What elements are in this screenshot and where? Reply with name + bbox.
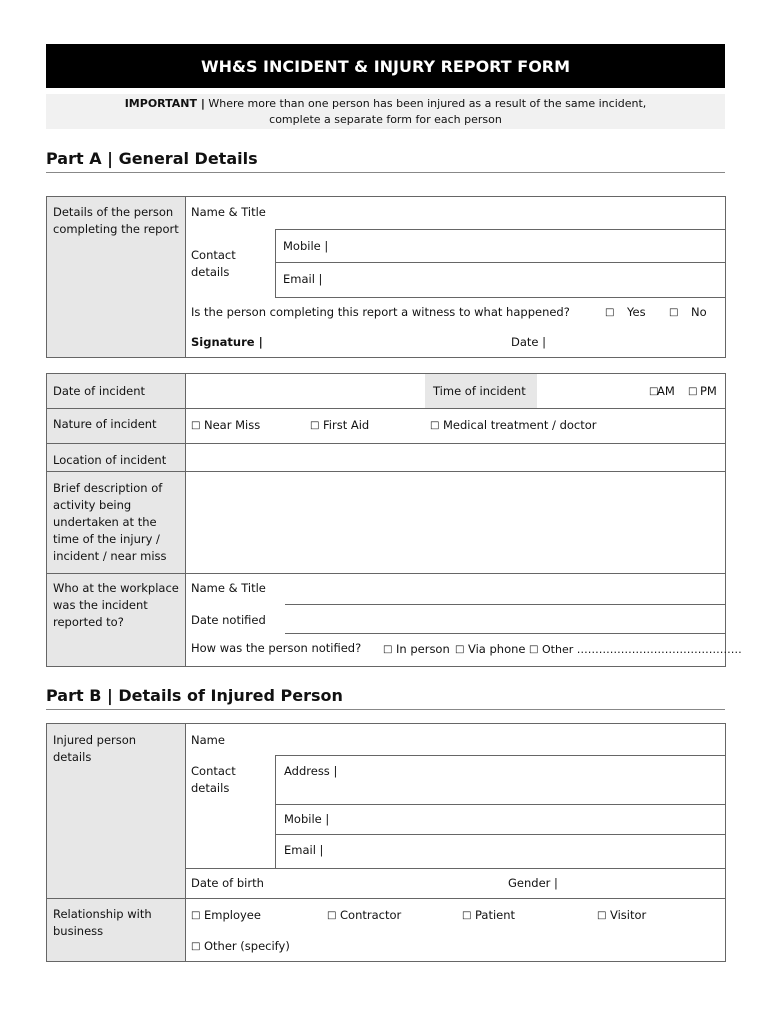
- near-miss-checkbox[interactable]: □: [191, 420, 201, 431]
- dob-label: Date of birth: [191, 876, 264, 890]
- description-label: Brief description of activity being undertaken at the time of the injury / incident / near miss: [53, 481, 167, 563]
- gender-field[interactable]: Gender |: [508, 876, 558, 890]
- divider: [275, 262, 725, 263]
- reporter-date-field[interactable]: Date |: [511, 335, 547, 349]
- reported-to-label: Who at the workplace was the incident reported to?: [53, 581, 179, 629]
- part-a-heading: Part A | General Details: [46, 149, 258, 168]
- important-line1: Where more than one person has been injured as a result of the same incident,: [208, 97, 647, 110]
- divider: [275, 229, 276, 297]
- am-checkbox[interactable]: □: [649, 386, 659, 397]
- injured-address-field[interactable]: Address |: [284, 764, 338, 778]
- divider: [47, 408, 725, 409]
- relationship-label: Relationship with business: [53, 907, 152, 938]
- patient-checkbox[interactable]: □: [462, 910, 472, 921]
- medical-checkbox[interactable]: □: [430, 420, 440, 431]
- divider: [275, 755, 725, 756]
- visitor-checkbox[interactable]: □: [597, 910, 607, 921]
- form-title: WH&S INCIDENT & INJURY REPORT FORM: [46, 44, 725, 88]
- injured-table: [46, 723, 726, 962]
- divider: [185, 197, 186, 357]
- part-b-heading: Part B | Details of Injured Person: [46, 686, 343, 705]
- reporter-table: [46, 196, 726, 358]
- important-label: IMPORTANT |: [124, 97, 205, 110]
- reporter-name-title-label: Name & Title: [191, 205, 266, 219]
- divider: [47, 898, 725, 899]
- witness-yes-checkbox[interactable]: □: [605, 307, 615, 318]
- employee-label: Employee: [204, 908, 261, 922]
- other-notify-label: Other ………………………………………: [542, 643, 742, 656]
- location-label: Location of incident: [53, 453, 167, 467]
- divider: [185, 868, 725, 869]
- pm-label: PM: [700, 384, 717, 398]
- other-relationship-label: Other (specify): [204, 939, 290, 953]
- date-notified-label: Date notified: [191, 613, 266, 627]
- signature-field[interactable]: Signature |: [191, 335, 263, 349]
- in-person-label: In person: [396, 642, 450, 656]
- via-phone-label: Via phone: [468, 642, 526, 656]
- injured-label: Injured person details: [53, 733, 137, 764]
- divider: [275, 804, 725, 805]
- divider: [285, 604, 725, 605]
- contractor-label: Contractor: [340, 908, 402, 922]
- part-a-rule: [46, 172, 725, 173]
- divider: [275, 229, 725, 230]
- important-notice: [46, 94, 725, 129]
- employee-checkbox[interactable]: □: [191, 910, 201, 921]
- reporter-mobile-field[interactable]: Mobile |: [283, 239, 329, 253]
- divider: [285, 633, 725, 634]
- other-notify-checkbox[interactable]: □: [529, 644, 539, 655]
- injured-contact-label: Contact details: [191, 764, 236, 795]
- witness-question: Is the person completing this report a witness to what happened?: [191, 305, 570, 319]
- incident-table: [46, 373, 742, 667]
- contractor-checkbox[interactable]: □: [327, 910, 337, 921]
- am-label: AM: [657, 384, 675, 398]
- other-relationship-checkbox[interactable]: □: [191, 941, 201, 952]
- divider: [275, 297, 725, 298]
- reporter-contact-label: Contact details: [191, 248, 236, 279]
- part-b-rule: [46, 709, 725, 710]
- witness-yes-label: Yes: [627, 305, 646, 319]
- first-aid-checkbox[interactable]: □: [310, 420, 320, 431]
- injured-mobile-field[interactable]: Mobile |: [284, 812, 330, 826]
- medical-label: Medical treatment / doctor: [443, 418, 597, 432]
- divider: [185, 374, 186, 666]
- reported-name-title-label: Name & Title: [191, 581, 266, 595]
- visitor-label: Visitor: [610, 908, 647, 922]
- reporter-label: Details of the person completing the report: [53, 205, 179, 236]
- witness-no-checkbox[interactable]: □: [669, 307, 679, 318]
- divider: [275, 755, 276, 868]
- in-person-checkbox[interactable]: □: [383, 644, 393, 655]
- via-phone-checkbox[interactable]: □: [455, 644, 465, 655]
- important-line2: complete a separate form for each person: [269, 113, 502, 126]
- divider: [47, 443, 725, 444]
- divider: [47, 573, 725, 574]
- reporter-email-field[interactable]: Email |: [283, 272, 323, 286]
- injured-name-label: Name: [191, 733, 225, 747]
- patient-label: Patient: [475, 908, 516, 922]
- first-aid-label: First Aid: [323, 418, 370, 432]
- pm-checkbox[interactable]: □: [688, 386, 698, 397]
- injured-email-field[interactable]: Email |: [284, 843, 324, 857]
- divider: [275, 834, 725, 835]
- near-miss-label: Near Miss: [204, 418, 261, 432]
- date-of-incident-label: Date of incident: [53, 384, 146, 398]
- witness-no-label: No: [691, 305, 707, 319]
- how-notified-question: How was the person notified?: [191, 641, 362, 655]
- description-input-area[interactable]: [187, 472, 723, 572]
- divider: [185, 724, 186, 961]
- nature-of-incident-label: Nature of incident: [53, 417, 157, 431]
- time-of-incident-label: Time of incident: [433, 384, 526, 398]
